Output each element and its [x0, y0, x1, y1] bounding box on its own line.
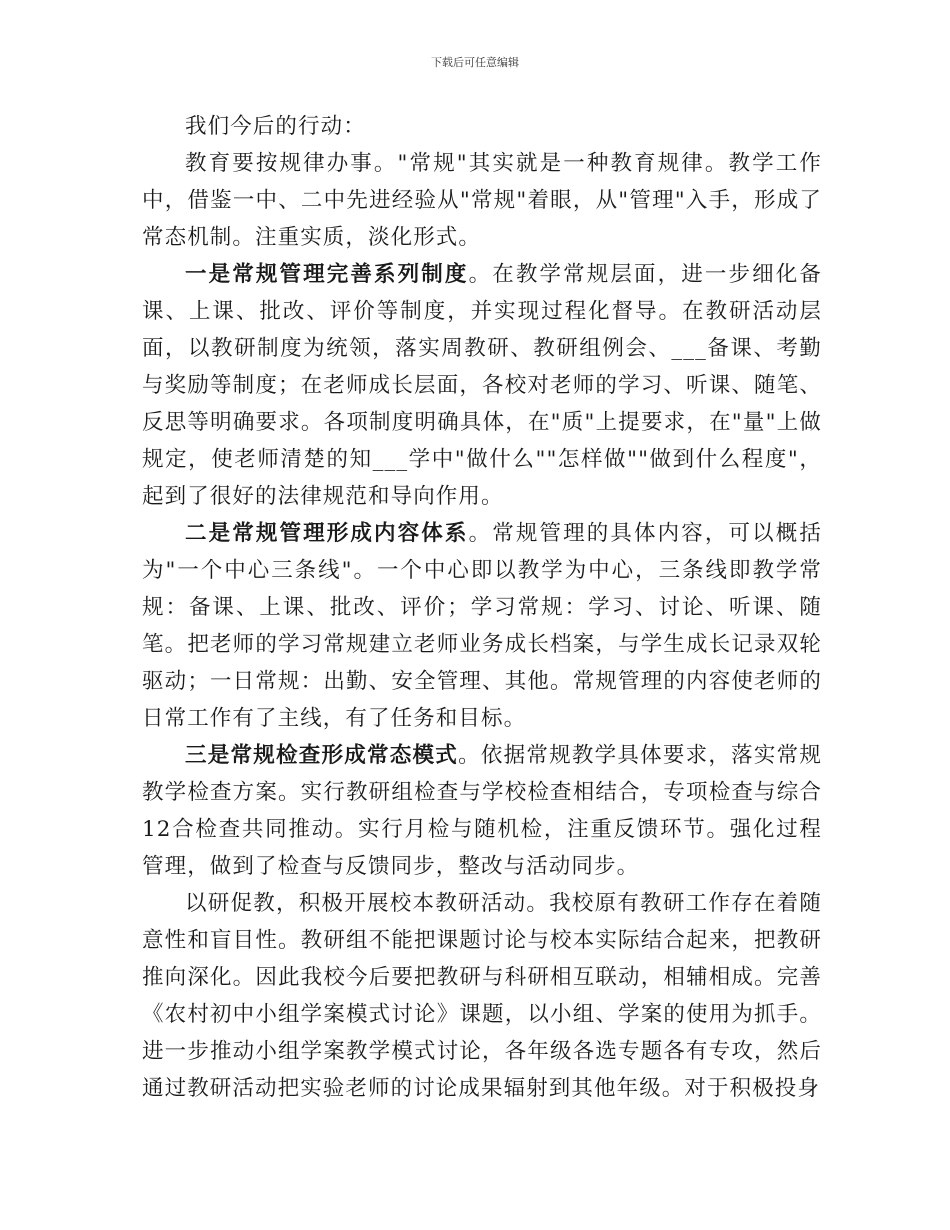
page-header: 下载后可任意编辑 [431, 56, 519, 69]
paragraph-lead: 二是常规管理形成内容体系 [185, 521, 469, 546]
paragraph-text: 教育要按规律办事。"常规"其实就是一种教育规律。教学工作中，借鉴一中、二中先进经验从"常规"着眼，从"管理"入手，形成了常态机制。注重实质，淡化形式。 [142, 151, 822, 250]
paragraph-content [142, 515, 822, 737]
paragraph-system [142, 256, 822, 515]
paragraph-research [142, 885, 822, 1107]
paragraph-lead: 三是常规检查形成常态模式 [185, 743, 459, 768]
paragraph-text: 以研促教，积极开展校本教研活动。我校原有教研工作存在着随意性和盲目性。教研组不能把课题讨论与校本实际结合起来，把教研推向深化。因此我校今后要把教研与科研相互联动，相辅相成。完善《农村初中小组学案模式讨论》课题，以小组、学案的使用为抓手。进一步推动小组学案教学模式讨论，各年级各选专题各有专攻，然后通过教研活动把实验老师的讨论成果辐射到其他年级。对于积极投身 [142, 891, 822, 1101]
paragraph-inspection [142, 737, 822, 885]
paragraph-lead: 一是常规管理完善系列制度 [185, 262, 469, 287]
paragraph-text: 。依据常规教学具体要求，落实常规教学检查方案。实行教研组检查与学校检查相结合，专项检查与综合12合检查共同推动。实行月检与随机检，注重反馈环节。强化过程管理，做到了检查与反馈同步，整改与活动同步。 [142, 743, 822, 879]
paragraph-intro [142, 108, 822, 145]
paragraph-text: 。常规管理的具体内容，可以概括为"一个中心三条线"。一个中心即以教学为中心，三条线即教学常规：备课、上课、批改、评价；学习常规：学习、讨论、听课、随笔。把老师的学习常规建立老师业务成长档案，与学生成长记录双轮驱动；一日常规：出勤、安全管理、其他。常规管理的内容使老师的日常工作有了主线，有了任务和目标。 [142, 521, 822, 731]
paragraph-text: 。在教学常规层面，进一步细化备课、上课、批改、评价等制度，并实现过程化督导。在教研活动层面，以教研制度为统领，落实周教研、教研组例会、___备课、考勤与奖励等制度；在老师成长层面，各校对老师的学习、听课、随笔、反思等明确要求。各项制度明确具体，在"质"上提要求，在"量"上做规定，使老师清楚的知___学中"做什么""怎样做""做到什么程度"，起到了很好的法律规范和导向作用。 [142, 262, 822, 509]
document-body [142, 108, 822, 1107]
paragraph-text: 我们今后的行动： [185, 114, 366, 139]
paragraph-rules [142, 145, 822, 256]
